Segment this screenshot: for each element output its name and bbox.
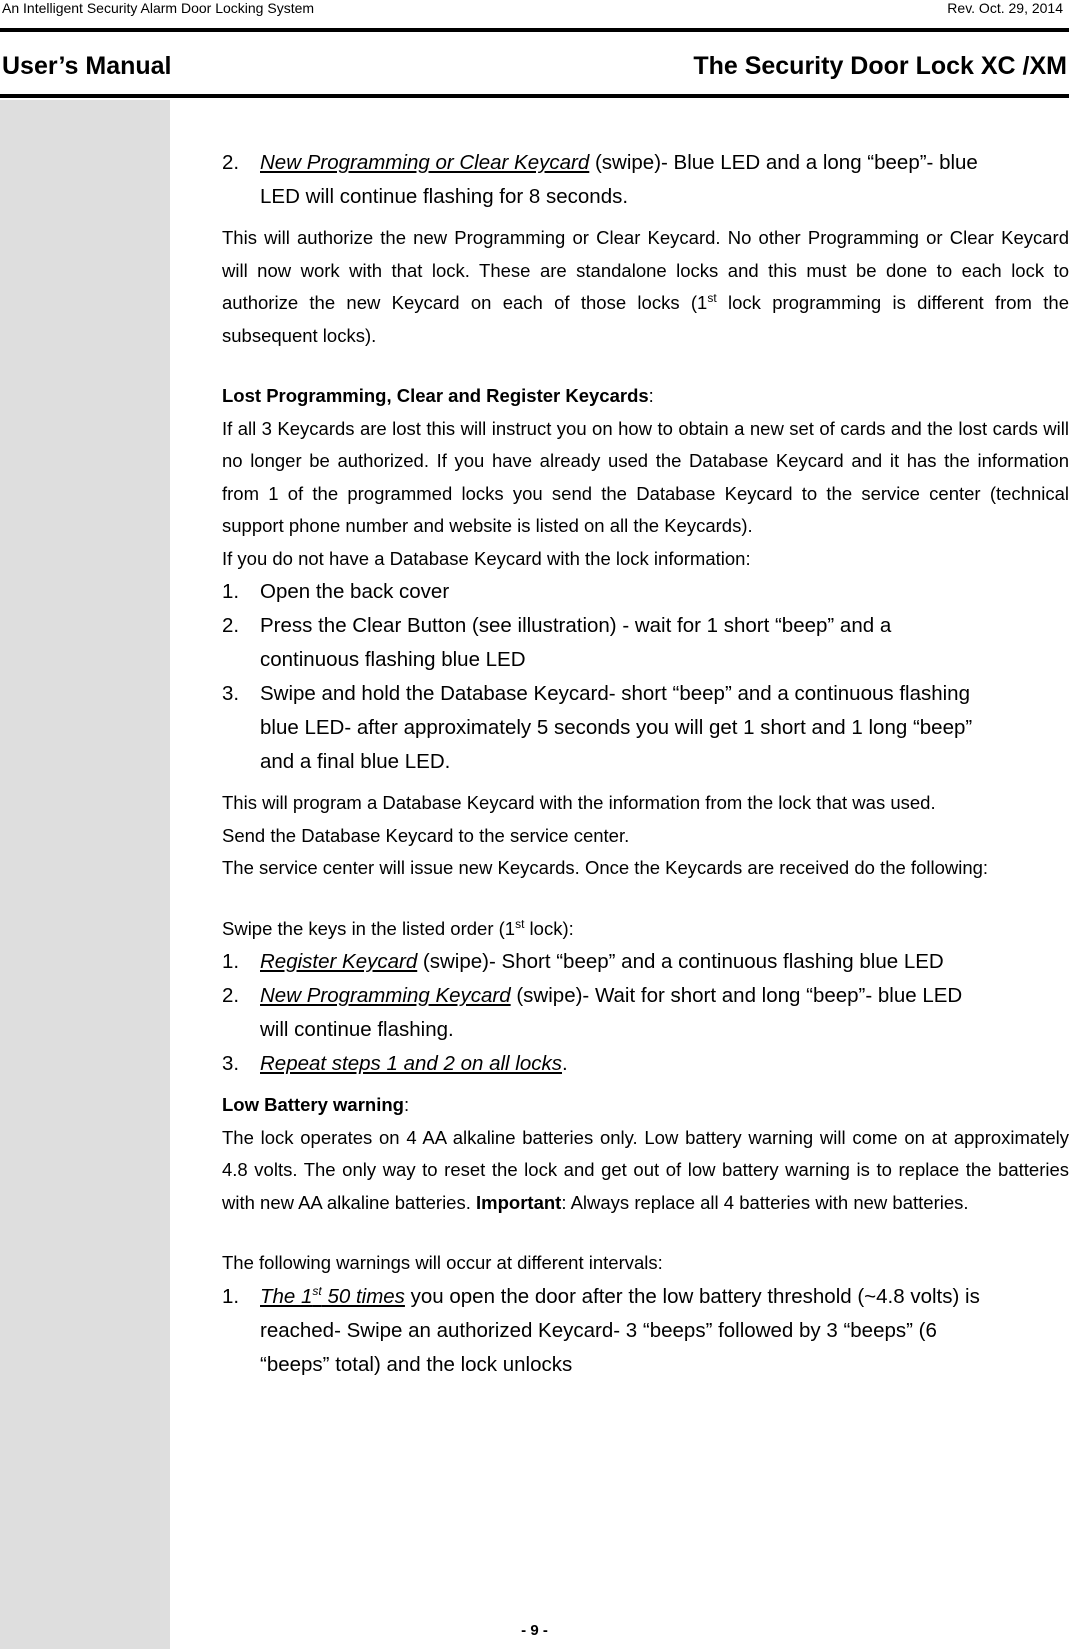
header-rule-top xyxy=(0,28,1069,32)
list-number: 1. xyxy=(222,1284,240,1308)
header-rule-bottom xyxy=(0,94,1069,98)
step-link: The 1st 50 times xyxy=(260,1283,405,1308)
section-heading: Lost Programming, Clear and Register Keycards: xyxy=(222,385,654,406)
list-number: 3. xyxy=(222,682,240,705)
list-item: 1. Register Keycard (swipe)- Short “beep” and a continuous flashing blue LED xyxy=(222,945,1069,979)
list-number: 1. xyxy=(222,580,240,603)
list-item xyxy=(222,146,1069,214)
revision-date: Rev. Oct. 29, 2014 xyxy=(947,0,1063,16)
paragraph: The lock operates on 4 AA alkaline batteries only. Low battery warning will come on at approximately 4.8 volts. The only way to reset the lock and get out of low battery warning is to replace the batteries with new AA alkaline batteries. Important: Always replace all 4 batteries with new batteries. xyxy=(222,1126,1069,1213)
paragraph: If you do not have a Database Keycard with the lock information: xyxy=(222,547,751,569)
list-number: 2. xyxy=(222,614,240,637)
list-item: 1. Open the back cover xyxy=(222,575,1069,609)
step-text: (swipe)- Blue LED and a long “beep”- blue xyxy=(589,151,978,174)
paragraph: The following warnings will occur at different intervals: xyxy=(222,1252,663,1273)
paragraph: If all 3 Keycards are lost this will instruct you on how to obtain a new set of cards and the lost cards will no longer be authorized. If you have already used the Database Keycard and it has the information from 1 of the programmed locks you send the Database Keycard to the service center (technical support phone number and website is listed on all the Keycards). xyxy=(222,417,1069,536)
list-item: 3. Repeat steps 1 and 2 on all locks. xyxy=(222,1047,1069,1081)
step-link: Repeat steps 1 and 2 on all locks xyxy=(260,1052,562,1075)
list-item: 3. Swipe and hold the Database Keycard- short “beep” and a continuous flashing blue LED- after approximately 5 seconds you will get 1 short and 1 long “beep” and a final blue LED. xyxy=(222,677,1069,779)
running-header xyxy=(0,0,1069,30)
document-system-title: An Intelligent Security Alarm Door Locking System xyxy=(2,0,315,16)
step-link: New Programming or Clear Keycard xyxy=(260,151,590,174)
list-item: 2. Press the Clear Button (see illustration) - wait for 1 short “beep” and a continuous flashing blue LED xyxy=(222,609,1069,677)
list-item: 2. New Programming Keycard (swipe)- Wait for short and long “beep”- blue LED will continue flashing. xyxy=(222,979,1069,1047)
list-number: 1. xyxy=(222,950,240,973)
list-number: 2. xyxy=(222,984,240,1007)
list-number: 3. xyxy=(222,1052,240,1075)
list-item: 1. The 1st 50 times you open the door after the low battery threshold (~4.8 volts) is reached- Swipe an authorized Keycard- 3 “beeps” followed by 3 “beeps” (6 “beeps” total) and the lock unlocks xyxy=(222,1280,1069,1382)
manual-title: User’s Manual xyxy=(2,52,172,80)
paragraph: This will program a Database Keycard with the information from the lock that was used. xyxy=(222,792,936,813)
step-text-continued: LED will continue flashing for 8 seconds. xyxy=(260,185,629,208)
step-link: New Programming Keycard xyxy=(260,984,511,1007)
paragraph: This will authorize the new Programming or Clear Keycard. No other Programming or Clear Keycard will now work with that lock. These are standalone locks and this must be done to each lock to authorize the new Keycard on each of those locks (1st lock programming is different from the subsequent locks). xyxy=(222,227,1069,346)
page-content xyxy=(222,146,1069,1382)
list-number: 2. xyxy=(222,151,240,174)
paragraph: Swipe the keys in the listed order (1st lock): xyxy=(222,916,574,939)
paragraph: Send the Database Keycard to the service center. xyxy=(222,824,630,846)
paragraph: The service center will issue new Keycards. Once the Keycards are received do the following: xyxy=(222,857,989,878)
title-row xyxy=(0,52,1069,88)
page-number: - 9 - xyxy=(521,1622,548,1639)
step-link: Register Keycard xyxy=(260,950,418,973)
section-heading: Low Battery warning: xyxy=(222,1094,410,1115)
product-title: The Security Door Lock XC /XM xyxy=(693,52,1067,80)
left-margin-band xyxy=(0,100,170,1649)
